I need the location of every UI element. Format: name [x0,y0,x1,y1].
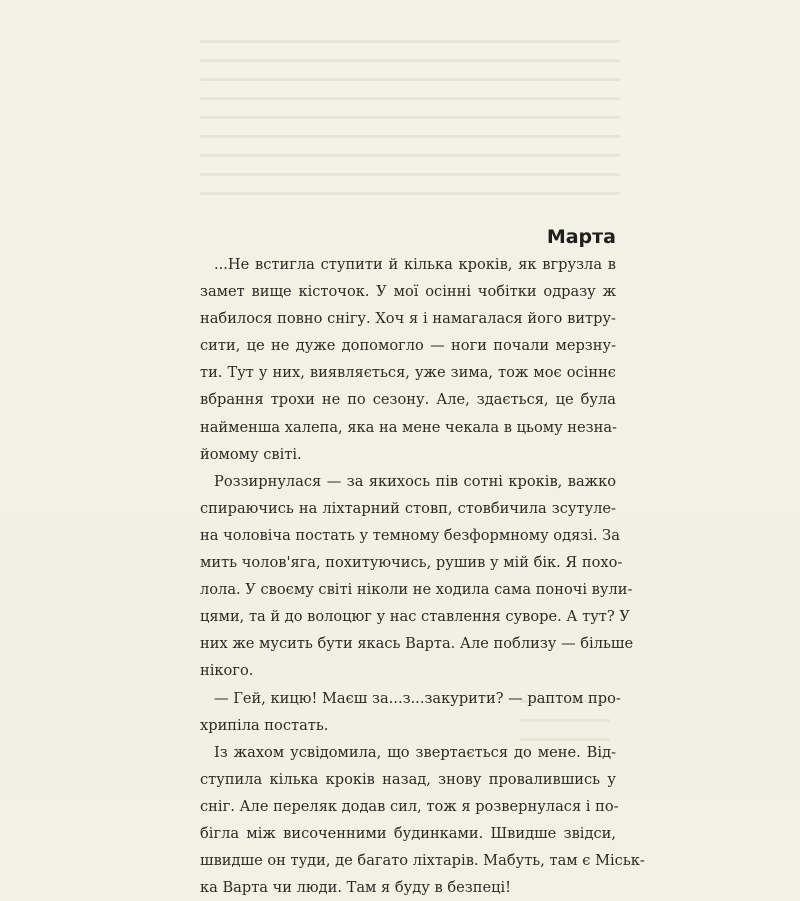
text-line: бігла між височенними будинками. Швидше звідси, [200,824,616,842]
chapter-heading: Марта [546,226,616,248]
text-line: на чоловіча постать у темному безформному одязі. За [200,526,620,544]
text-line: ...Не встигла ступити й кілька кроків, як вгрузла в [214,256,616,273]
text-line: спираючись на ліхтарний стовп, стовбичила зсутуле- [200,499,616,517]
chapter-text [200,224,645,901]
bleed-through-text [200,40,620,230]
text-line: ти. Тут у них, виявляється, уже зима, тож моє осіннє [200,364,616,382]
text-line: Із жахом усвідомила, що звертається до мене. Від- [214,743,616,761]
text-line: хрипіла постать. [200,716,329,734]
paragraph-lines [200,251,645,901]
text-line: набилося повно снігу. Хоч я і намагалася його витру- [200,310,616,328]
text-line: вбрання трохи не по сезону. Але, здається, це була [200,391,616,409]
text-line: сити, це не дуже допомогло — ноги почали мерзну- [200,337,616,355]
text-line: цями, та й до волоцюг у нас ставлення суворе. А тут? У [200,608,630,626]
text-line: — Гей, кицю! Маєш за...з...закурити? — раптом про- [214,689,621,707]
text-line: найменша халепа, яка на мене чекала в цьому незна- [200,418,617,436]
text-line: замет вище кісточок. У мої осінні чобітки одразу ж [200,283,616,301]
text-line: ка Варта чи люди. Там я буду в безпеці! [200,879,511,897]
text-line: мить чолов'яга, похитуючись, рушив у мій бік. Я похо- [200,554,623,572]
text-line: йомому світі. [200,445,302,463]
text-line: сніг. Але переляк додав сил, тож я розвернулася і по- [200,797,619,815]
text-line: нікого. [200,662,254,680]
text-line: Роззирнулася — за якихось пів сотні кроків, важко [214,472,616,490]
text-line: лола. У своєму світі ніколи не ходила сама поночі вули- [200,581,633,599]
text-line: ступила кілька кроків назад, знову провалившись у [200,770,616,788]
text-line: них же мусить бути якась Варта. Але поблизу — більше [200,635,634,653]
text-line: швидше он туди, де багато ліхтарів. Мабуть, там є Міськ- [200,852,645,870]
